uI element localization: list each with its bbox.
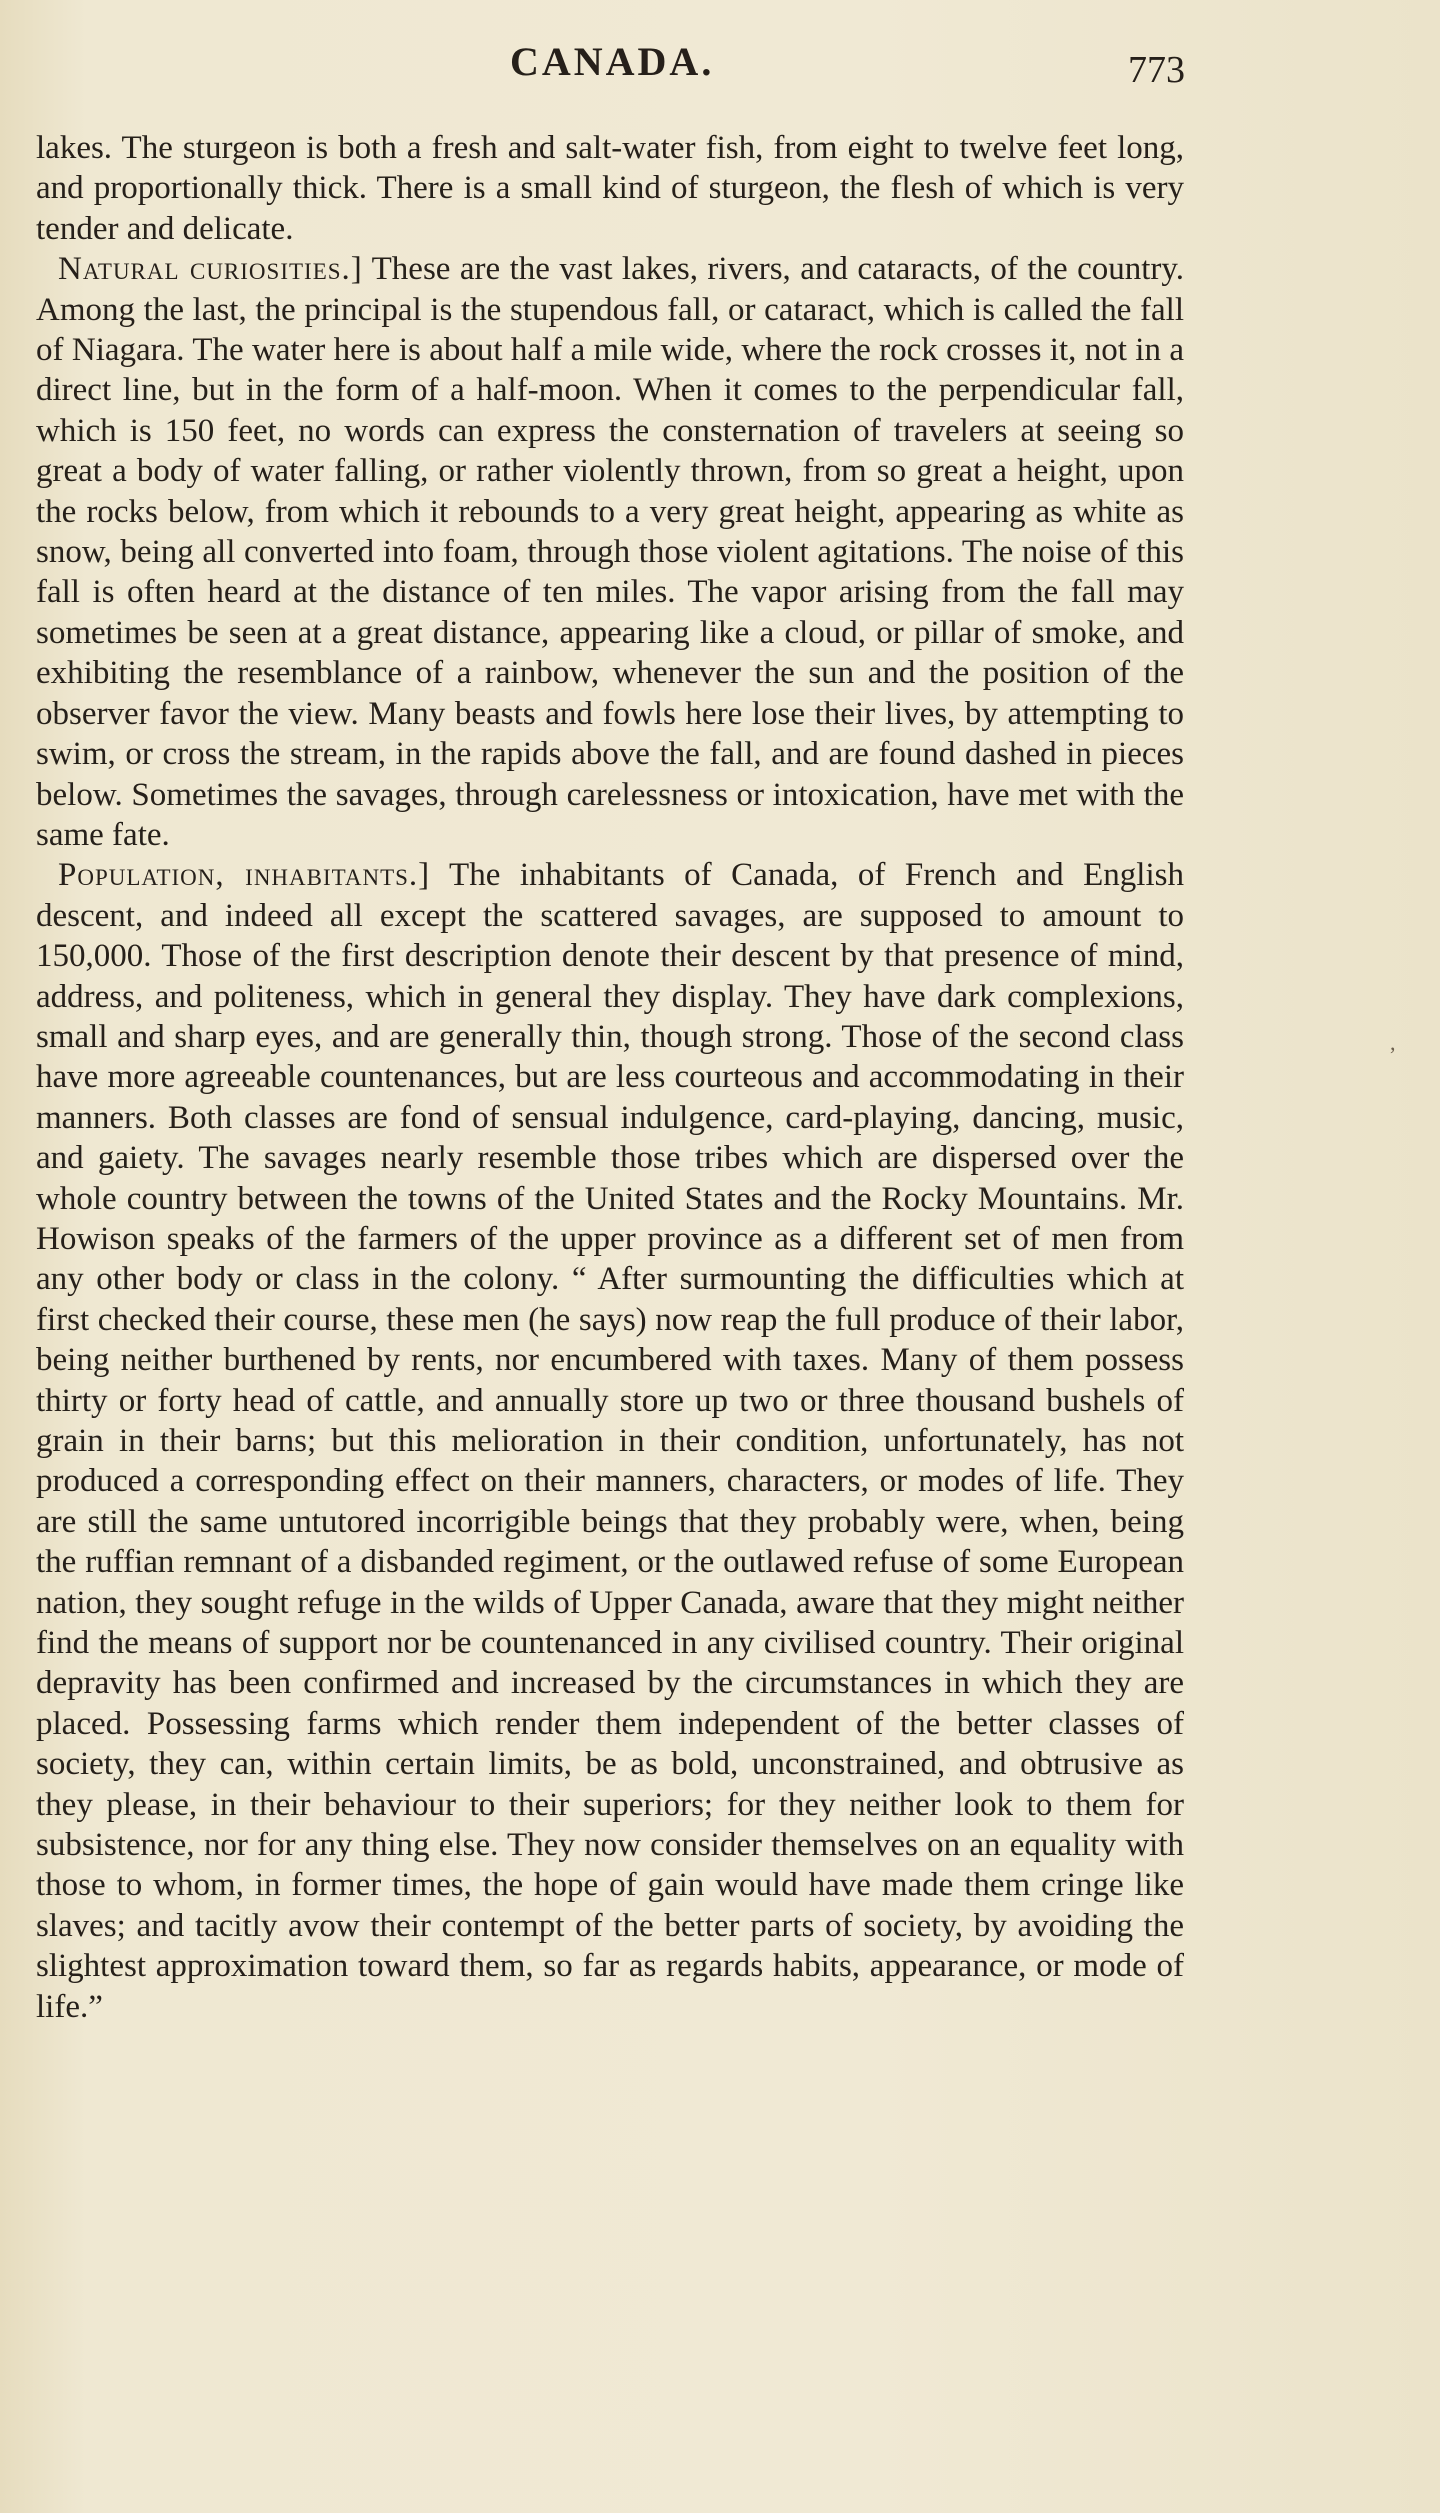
paragraph-sturgeon [36, 128, 1184, 249]
paragraph-text: These are the vast lakes, rivers, and cataracts, of the country. Among the last, the principal is the stupendous fall, or cataract, which is called the fall of Niagara. The water here is about half a mile wide, where the rock crosses it, not in a direct line, but in the form of a half-moon. When it comes to the perpendicular fall, which is 150 feet, no words can express the consternation of travelers at seeing so great a body of water falling, or rather violently thrown, from so great a height, upon the rocks below, from which it rebounds to a very great height, appearing as white as snow, being all converted into foam, through those violent agitations. The noise of this fall is often heard at the distance of ten miles. The vapor arising from the fall may sometimes be seen at a great distance, appearing like a cloud, or pillar of smoke, and exhibiting the resemblance of a rainbow, whenever the sun and the position of the observer favor the view. Many beasts and fowls here lose their lives, by attempting to swim, or cross the stream, in the rapids above the fall, and are found dashed in pieces below. Sometimes the savages, through carelessness or intoxication, have met with the same fate. [36, 251, 1184, 853]
page-number: 773 [1128, 49, 1185, 91]
paragraph-text: lakes. The sturgeon is both a fresh and salt-water fish, from eight to twelve feet long, and proportionally thick. There is a small kind of sturgeon, the flesh of which is very tender and delicate. [36, 130, 1184, 247]
body-text [36, 128, 1184, 2027]
section-heading-natural-curiosities: Natural curiosities.] [58, 251, 363, 288]
running-title: CANADA. [510, 39, 715, 84]
margin-mark: , [1390, 1030, 1396, 1055]
paragraph-natural-curiosities [36, 249, 1184, 855]
section-heading-population: Population, inhabitants.] [58, 857, 431, 894]
page-header [0, 38, 1440, 98]
paragraph-population [36, 855, 1184, 2027]
paragraph-text: The inhabitants of Canada, of French and English descent, and indeed all except the scattered savages, are supposed to amount to 150,000. Those of the first description denote their descent by that presence of mind, address, and politeness, which in general they display. They have dark complexions, small and sharp eyes, and are generally thin, though strong. Those of the second class have more agreeable countenances, but are less courteous and accommodating in their manners. Both classes are fond of sensual indulgence, card-playing, dancing, music, and gaiety. The savages nearly resemble those tribes which are dispersed over the whole country between the towns of the United States and the Rocky Mountains. Mr. Howison speaks of the farmers of the upper province as a different set of men from any other body or class in the colony. “ After surmounting the difficulties which at first checked their course, these men (he says) now reap the full produce of their labor, being neither burthened by rents, nor encumbered with taxes. Many of them possess thirty or forty head of cattle, and annually store up two or three thousand bushels of grain in their barns; but this melioration in their condition, unfortunately, has not produced a corresponding effect on their manners, characters, or modes of life. They are still the same untutored incorrigible beings that they probably were, when, being the ruffian remnant of a disbanded regiment, or the outlawed refuse of some European nation, they sought refuge in the wilds of Upper Canada, aware that they might neither find the means of support nor be countenanced in any civilised country. Their original depravity has been confirmed and increased by the circumstances in which they are placed. Possessing farms which render them independent of the better classes of society, they can, within certain limits, be as bold, unconstrained, and obtrusive as they please, in their behaviour to their superiors; for they neither look to them for subsistence, nor for any thing else. They now consider themselves on an equality with those to whom, in former times, the hope of gain would have made them cringe like slaves; and tacitly avow their contempt of the better parts of society, by avoiding the slightest approximation toward them, so far as regards habits, appearance, or mode of life.” [36, 857, 1184, 2025]
